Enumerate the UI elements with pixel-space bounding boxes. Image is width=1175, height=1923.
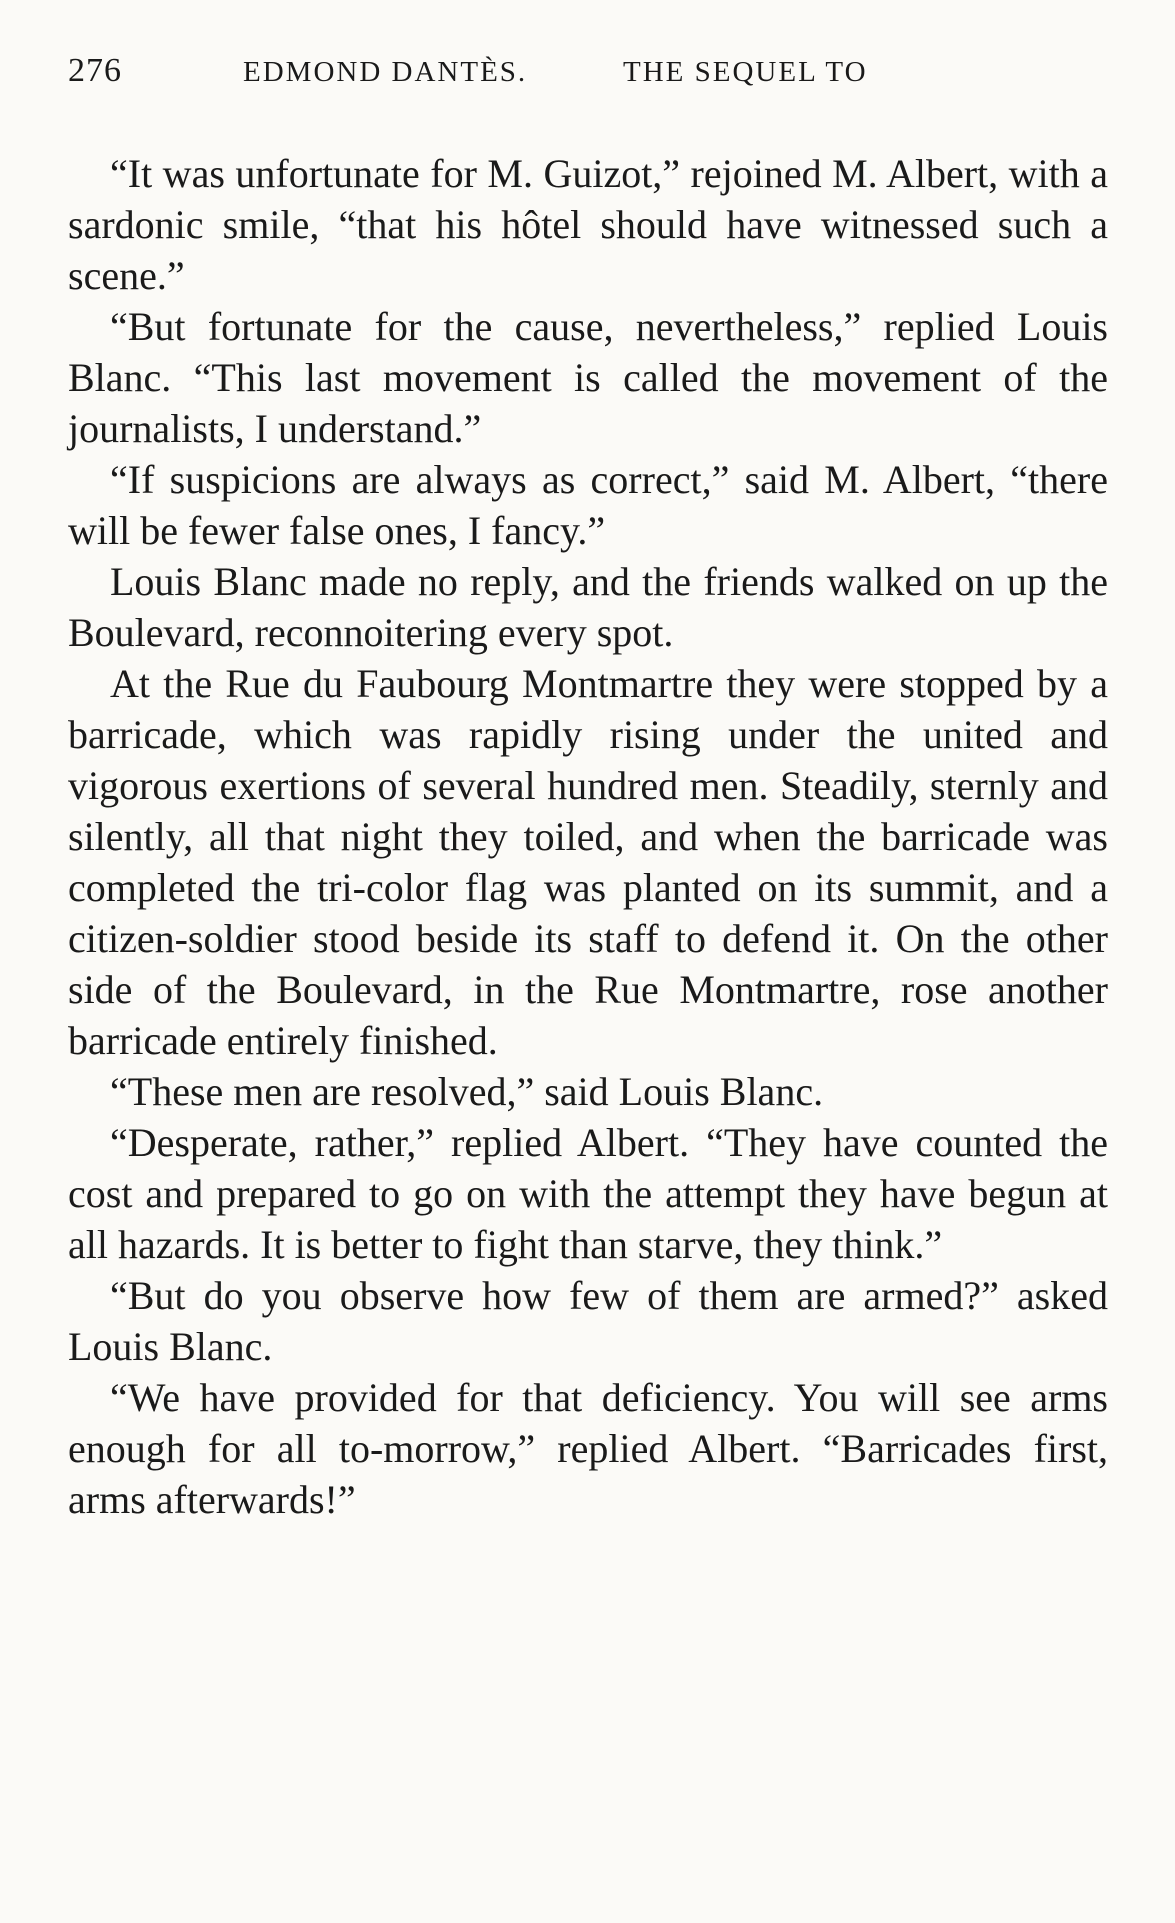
paragraph: “If suspicions are always as correct,” said M. Albert, “there will be fewer false ones, I fancy.” bbox=[68, 457, 1108, 553]
paragraph: At the Rue du Faubourg Montmartre they were stopped by a barricade, which was rapidly rising under the united and vigorous exertions of several hundred men. Steadily, sternly and silently, all that night they toiled, and when the barricade was completed the tri-color flag was planted on its summit, and a citizen-soldier stood beside its staff to defend it. On the other side of the Boulevard, in the Rue Montmartre, rose another barricade entirely finished. bbox=[68, 661, 1108, 1063]
paragraph: “But fortunate for the cause, nevertheless,” replied Louis Blanc. “This last movement is called the movement of the journalists, I understand.” bbox=[68, 304, 1108, 451]
paragraph: “But do you observe how few of them are armed?” asked Louis Blanc. bbox=[68, 1273, 1108, 1369]
paragraph: “These men are resolved,” said Louis Blanc. bbox=[110, 1069, 824, 1114]
running-title-right: THE SEQUEL TO bbox=[623, 56, 868, 88]
page-number: 276 bbox=[68, 52, 122, 89]
paragraph: “Desperate, rather,” replied Albert. “They have counted the cost and prepared to go on with the attempt they have begun at all hazards. It is better to fight than starve, they think.” bbox=[68, 1120, 1108, 1267]
paragraph: “We have provided for that deficiency. You will see arms enough for all to-morrow,” replied Albert. “Barricades first, arms afterwards!” bbox=[68, 1375, 1108, 1522]
running-title-left: EDMOND DANTÈS. bbox=[243, 56, 528, 88]
paragraph: “It was unfortunate for M. Guizot,” rejoined M. Albert, with a sardonic smile, “that his hôtel should have witnessed such a scene.” bbox=[68, 151, 1108, 298]
paragraph: Louis Blanc made no reply, and the friends walked on up the Boulevard, reconnoitering every spot. bbox=[68, 559, 1108, 655]
running-head bbox=[68, 52, 1108, 102]
body-text bbox=[68, 148, 1108, 1525]
